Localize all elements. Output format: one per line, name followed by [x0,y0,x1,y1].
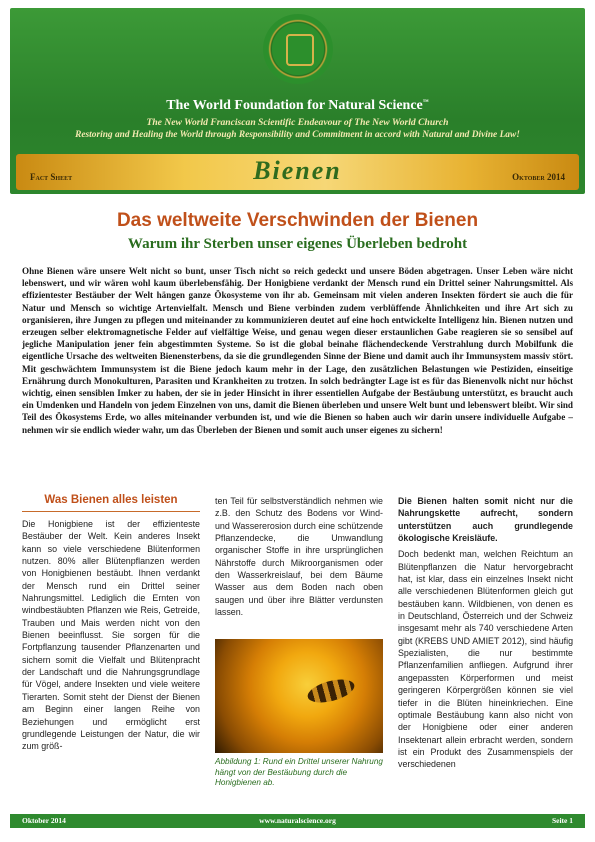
honeycomb-band [16,154,579,190]
column-3-paragraph-1: Die Bienen halten somit nicht nur die Nahrungskette aufrecht, sondern unterstützen auch grundlegende ökologische Kreisläufe. [398,496,573,544]
fact-sheet-label: Fact Sheet [30,172,73,182]
column-3-paragraph-2: Doch bedenkt man, welchen Reichtum an Blütenpflanzen die Natur hervorgebracht hat, ist klar, dass ein einzelnes Insekt nicht alle verschiedenen Blütenformen gleich gut bestäuben kann. Wildbienen, von denen es in Deutschland, Österreich und der Schweiz insgesamt mehr als 740 verschiedene Arten gibt (KREBS UND AMIET 2012), sind häufig Spezialisten, die nur bestimmte Pflanzenfamilien anfliegen. Aufgrund ihrer angepassten Körperformen und meist geringeren Körpergrößen können sie viel tiefer in die Blüten hineinkriechen. Eine optimale Bestäubung kann also nicht von der Honigbiene oder einer anderen Insektenart allein erbracht werden, sondern ist ein Produkt des Zusammenspiels der verschiedenen [398,549,573,770]
column-2-text: ten Teil für selbstverständlich nehmen wie z.B. den Schutz des Bodens vor Wind- und Wassererosion durch eine schützende Pflanzendecke, die Umwandlung organischer Stoffe in ihre ursprünglichen Nährstoffe durch Mikroorganismen oder den Wasserkreislauf, bei dem Bäume Wasser aus dem Boden nach oben saugen und über ihre Blätter verdunsten lassen. [215,496,383,618]
masthead [10,8,585,194]
footer-page-number: Seite 1 [551,816,573,825]
bee-photo [215,639,383,753]
intro-paragraph: Ohne Bienen wäre unsere Welt nicht so bunt, unser Tisch nicht so reich gedeckt und unsere Böden abgetragen. Unser Leben wäre nicht lebenswert, und wir wären wohl kaum überlebensfähig. Der Honigbiene verdankt der Mensch rund ein Drittel seiner Nahrungsmittel. Als effizientester Bestäuber der Welt hängen ganze Ökosysteme von ihr ab. Gemeinsam mit vielen anderen Insekten fördert sie auch die für Natur und Mensch so wichtige Artenvielfalt. Mensch und Biene verbinden zudem verblüffende Ähnlichkeiten und ihre Art sich zu organisieren, ihre Jungen zu pflegen und miteinander zu kommunizieren deutet auf eine hoch entwickelte Intelligenz hin. Bienen nutzen und erzeugen selber elektromagnetische Felder auf vielfältige Weise, und genau wegen dieser erstaunlichen Gabe reagieren sie so sensibel auf jegliche Manipulation jener fein abgestimmten Systeme. So ist die global beinahe flächendeckende Verstrahlung durch Mobilfunk die eigentliche Ursache des weltweiten Bienensterbens, da sie die grundlegenden Sinne der Biene und damit auch ihr Immunsystem massiv stört. Mit geschwächtem Immunsystem ist die Biene jedoch kaum mehr in der Lage, den zusätzlichen Belastungen wie Pestiziden, einseitige Ernährung durch Monokulturen, Parasiten und Krankheiten zu trotzen. In solch bedrängter Lage ist es für das Bienenvolk nicht nur höchst wichtig, einen sensiblen Imker zu haben, der sie in jeder Hinsicht in ihrer essentiellen Aufgabe der Bestäubung unterstützt, es braucht auch ein Umdenken und Handeln von jedem Einzelnen von uns, damit die Bienen überleben und unsere Welt bunt und lebenswert bleibt. Wir sind Teil des Ökosystems Erde, wo alles miteinander verbunden ist, und wie die Bienen so haben auch wir darin unsere individuelle Aufgabe – nehmen wir sie endlich wieder wahr, um das Überleben der Bienen und somit auch unser eigenes zu sichern! [22,266,573,435]
masthead-subtitle: The New World Franciscan Scientific Endeavour of The New World Church [146,117,449,128]
masthead-motto: Restoring and Healing the World through Responsibility and Commitment in accord with Natural and Divine Law! [75,130,520,140]
column-1-text: Die Honigbiene ist der effizienteste Bestäuber der Welt. Kein anderes Insekt kann so viele verschiedene Blütenformen nutzen. 80% aller Blütenpflanzen werden von Honigbienen bestäubt. Ihnen verdankt der Mensch rund ein Drittel seiner Nahrungsmittel. Lediglich die Ernten von windbestäubten Pflanzen wie Reis, Getreide, Trauben und Mais werden nicht von den Bienen beeinflusst. Sie sorgen für die Fortpflanzung tausender Pflanzenarten und sichern somit die Vielfalt und Blütenpracht der Landschaft und die Nahrungsgrundlage für Vögel, andere Insekten und viele weitere Tierarten. Somit steht der Dienst der Bienen am Beginn einer langen Reihe von Beziehungen und ermöglicht erst grundlegende Leistungen der Natur, die wir zum größ- [22,519,200,752]
column-3 [398,495,573,771]
foundation-name: The World Foundation for Natural Science™ [166,98,429,113]
foundation-seal-icon [263,14,333,84]
article-subtitle: Warum ihr Sterben unser eigenes Überleben bedroht [127,236,468,252]
footer-date: Oktober 2014 [22,816,66,825]
photo-caption: Abbildung 1: Rund ein Drittel unserer Nahrung hängt von der Bestäubung durch die Honigbienen ab. [215,757,383,787]
issue-date: Oktober 2014 [512,172,565,182]
section-heading: Was Bienen alles leisten [22,491,200,512]
footer-url[interactable]: www.naturalscience.org [259,816,336,825]
bee-icon [305,675,357,707]
page-footer [10,814,585,828]
topic-title: Bienen [253,156,342,185]
article-title: Das weltweite Verschwinden der Bienen [116,210,479,231]
